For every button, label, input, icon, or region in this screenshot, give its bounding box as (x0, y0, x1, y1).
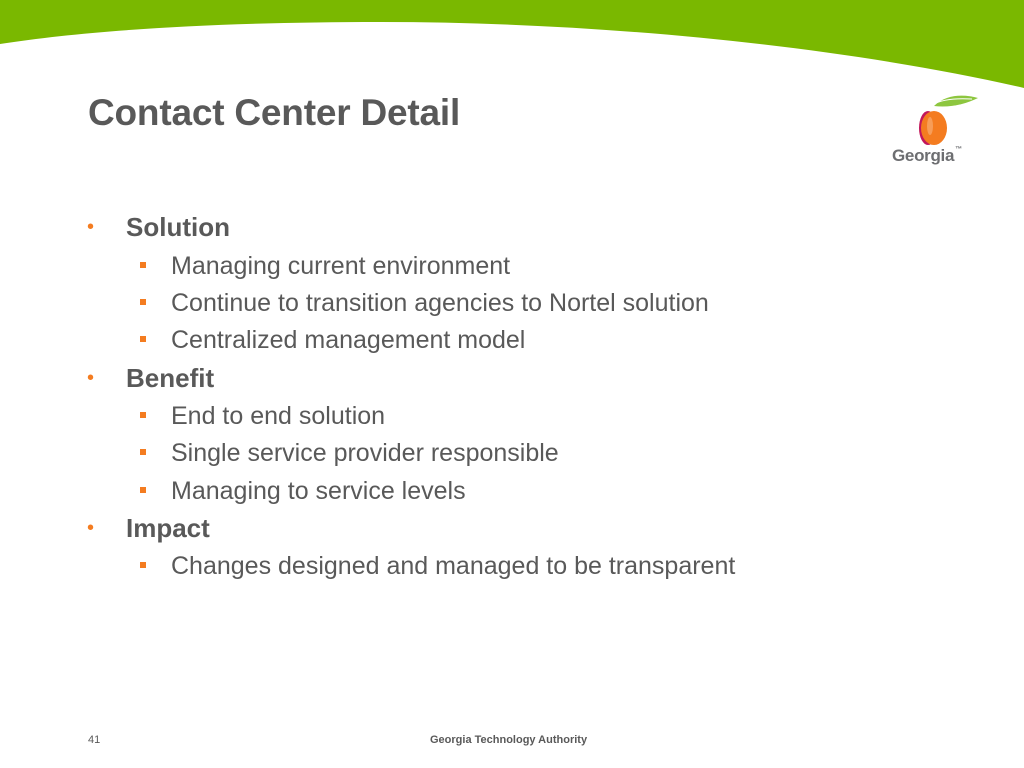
logo-wordmark: Georgia™ (892, 146, 962, 165)
sub-bullet-text: Continue to transition agencies to Nortel solution (171, 289, 709, 317)
sub-bullet-text: Centralized management model (171, 326, 526, 354)
sub-bullet-marker (140, 449, 146, 455)
footer-organization: Georgia Technology Authority (430, 734, 588, 746)
sub-bullet-text: Managing current environment (171, 252, 511, 280)
slide-title: Contact Center Detail (88, 92, 461, 133)
page-number: 41 (88, 734, 101, 746)
trademark-symbol: ™ (955, 146, 962, 153)
sub-bullet-text: Managing to service levels (171, 477, 466, 505)
sub-bullet-marker (140, 487, 146, 493)
sub-bullet-marker (140, 262, 146, 268)
bullet-marker: • (87, 367, 95, 389)
bullet-heading: Impact (126, 513, 210, 543)
sub-bullet-marker (140, 336, 146, 342)
bullet-marker: • (87, 216, 95, 238)
bullet-heading: Solution (126, 212, 230, 242)
bullet-heading: Benefit (126, 363, 215, 393)
sub-bullet-text: Single service provider responsible (171, 439, 559, 467)
bullet-marker: • (87, 517, 95, 539)
sub-bullet-text: Changes designed and managed to be transparent (171, 552, 736, 580)
sub-bullet-marker (140, 299, 146, 305)
sub-bullet-marker (140, 412, 146, 418)
sub-bullet-marker (140, 562, 146, 568)
sub-bullet-text: End to end solution (171, 402, 386, 430)
